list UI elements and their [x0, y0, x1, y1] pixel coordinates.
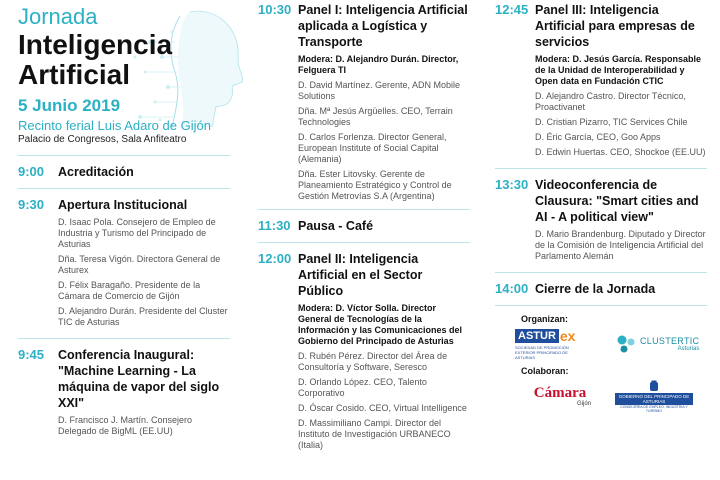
event-venue: Recinto ferial Luis Adaro de Gijón	[18, 118, 211, 133]
agenda-time: 12:00	[258, 251, 292, 266]
coat-of-arms-icon	[648, 380, 660, 392]
divider	[495, 305, 707, 306]
speaker: D. Orlando López. CEO, Talento Corporativo	[298, 377, 427, 398]
speaker: D. Mario Brandenburg. Diputado y Director de la Comisión de Inteligencia Artificial del Parlamento Alemán	[535, 229, 706, 261]
divider	[18, 338, 230, 339]
agenda-time: 14:00	[495, 281, 529, 296]
column-middle	[258, 0, 470, 451]
speaker: D. Francisco J. Martín. Consejero Delegado de BigML (EE.UU)	[58, 415, 193, 436]
header-title-line1: Inteligencia	[18, 29, 173, 60]
agenda-title: Panel II: Inteligencia Artificial en el Sector Público	[298, 252, 423, 298]
agenda-item-cierre	[495, 281, 707, 297]
speaker: D. Alejandro Durán. Presidente del Cluster TIC de Asturias	[58, 306, 228, 327]
event-place: Palacio de Congresos, Sala Anfiteatro	[18, 134, 187, 145]
agenda-item-apertura	[18, 197, 230, 328]
camara-logo-main: Cámara	[533, 385, 587, 401]
organizan-label: Organizan:	[521, 314, 569, 324]
moderator: Modera: D. Alejandro Durán. Director, Felguera TI	[298, 54, 459, 75]
gobierno-asturias-logo	[615, 380, 693, 413]
agenda-time: 13:30	[495, 177, 529, 192]
asturex-logo	[515, 328, 605, 360]
divider	[495, 168, 707, 169]
speaker: Dña. Mª Jesús Argüelles. CEO, Terrain Technologies	[298, 106, 453, 127]
speaker: D. Massimiliano Campi. Director del Instituto de Investigación URBANECO (Italia)	[298, 418, 451, 450]
agenda-time: 9:30	[18, 197, 45, 212]
agenda-title: Panel I: Inteligencia Artificial aplicada a Logística y Transporte	[298, 3, 468, 49]
divider	[18, 188, 230, 189]
agenda-time: 11:30	[258, 218, 291, 233]
moderator: Modera: D. Jesús García. Responsable de la Unidad de Interoperabilidad y Open data en Fundación CTIC	[535, 54, 702, 86]
agenda-title: Apertura Institucional	[58, 198, 188, 212]
agenda-title: Videoconferencia de Clausura: "Smart cities and AI - A political view"	[535, 178, 699, 224]
agenda-title: Pausa - Café	[298, 219, 374, 233]
divider	[258, 209, 470, 210]
event-date: 5 Junio 2019	[18, 96, 121, 115]
column-left	[18, 0, 230, 437]
agenda-time: 12:45	[495, 2, 529, 17]
speaker: D. Félix Baragaño. Presidente de la Cámara de Comercio de Gijón	[58, 280, 201, 301]
speaker: D. Alejandro Castro. Director Técnico, Proactivanet	[535, 91, 686, 112]
event-header	[18, 4, 230, 145]
speaker: D. David Martínez. Gerente, ADN Mobile Solutions	[298, 80, 461, 101]
speaker: Dña. Ester Litovsky. Gerente de Planeamiento Estratégico y Control de Gestión Metrovías S.A (Argentina)	[298, 169, 452, 201]
agenda-title: Cierre de la Jornada	[535, 282, 656, 296]
agenda-time: 9:45	[18, 347, 45, 362]
cluster-symbol-icon	[615, 333, 637, 355]
agenda-item-panel-1	[258, 2, 470, 202]
speaker: Dña. Teresa Vigón. Directora General de Asturex	[58, 254, 221, 275]
collaborator-logos	[515, 380, 707, 413]
agenda-item-panel-3	[495, 2, 707, 158]
agenda-title: Conferencia Inaugural: "Machine Learning - La máquina de vapor del siglo XXI"	[58, 348, 220, 410]
speaker: D. Isaac Pola. Consejero de Empleo de Industria y Turismo del Principado de Asturias	[58, 217, 216, 249]
asturex-logo-ex: ex	[559, 328, 576, 344]
agenda-item-videoconferencia	[495, 177, 707, 262]
header-title-line2: Artificial	[18, 59, 131, 90]
speaker: D. Éric García, CEO, Goo Apps	[535, 132, 661, 142]
asturex-logo-main: ASTUR	[515, 329, 559, 343]
speaker: D. Carlos Forlenza. Director General, European Institute of Social Capital (Alemania)	[298, 132, 447, 164]
column-right	[495, 0, 707, 413]
gobierno-logo-main: GOBIERNO DEL PRINCIPADO DE ASTURIAS	[615, 393, 693, 405]
gobierno-logo-sub: CONSEJERÍA DE EMPLEO, INDUSTRIA Y TURISMO	[620, 405, 688, 413]
agenda-time: 9:00	[18, 164, 45, 179]
divider	[258, 242, 470, 243]
speaker: D. Edwin Huertas. CEO, Shockoe (EE.UU)	[535, 147, 706, 157]
agenda-item-acreditacion	[18, 164, 230, 180]
agenda-time: 10:30	[258, 2, 292, 17]
organizer-logos	[515, 328, 707, 360]
agenda-item-conferencia	[18, 347, 230, 437]
clustertic-logo-main: CLUSTERTIC	[640, 336, 700, 346]
colaboran-label: Colaboran:	[521, 366, 569, 376]
clustertic-logo	[615, 333, 699, 355]
clustertic-logo-sub: Asturias	[677, 346, 700, 352]
divider	[495, 272, 707, 273]
speaker: D. Rubén Pérez. Director del Área de Consultoría y Software, Seresco	[298, 351, 448, 372]
header-jornada: Jornada	[18, 4, 98, 29]
speaker: D. Óscar Cosido. CEO, Virtual Intelligence	[298, 403, 467, 413]
camara-logo-sub: Gijón	[576, 401, 591, 407]
asturex-logo-sub: SOCIEDAD DE PROMOCIÓN EXTERIOR PRINCIPADO DE ASTURIAS	[515, 345, 569, 360]
speaker: D. Cristian Pizarro, TIC Services Chile	[535, 117, 688, 127]
divider	[18, 155, 230, 156]
agenda-title: Acreditación	[58, 165, 134, 179]
agenda-item-pausa	[258, 218, 470, 234]
agenda-title: Panel III: Inteligencia Artificial para empresas de servicios	[535, 3, 695, 49]
agenda-item-panel-2	[258, 251, 470, 451]
moderator: Modera: D. Víctor Solla. Director General de Tecnologías de la Información y las Comunicaciones del Gobierno del Principado de Asturias	[298, 303, 463, 346]
camara-gijon-logo	[515, 386, 605, 407]
